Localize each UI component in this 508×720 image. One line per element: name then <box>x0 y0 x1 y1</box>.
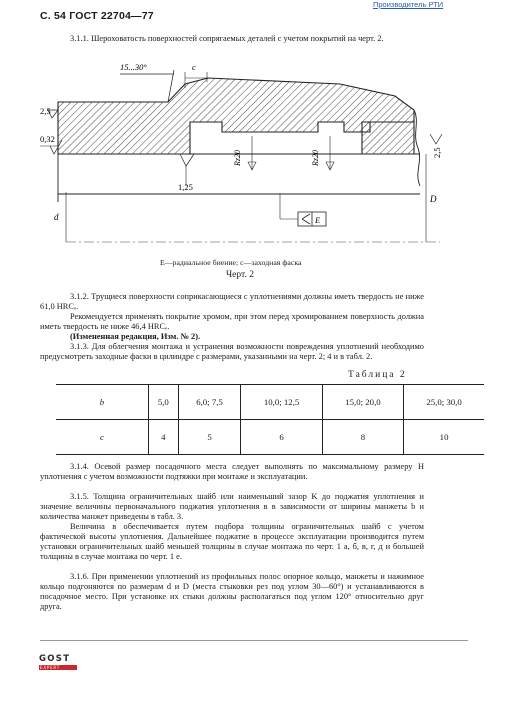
paragraph-3-1-5-cont: Величина в обеспечивается путем подбора толщины ограничительных шайб с учетом фактической высоты уплотнения. Дальнейшее поджатие в процессе эксплуатации производится путем установки ограничительных шайб меньшей толщины в случае монтажа по черт. 1 a, б, в, г, д и большей толщины в случае монтажа по черт. 1 e. <box>40 522 424 561</box>
table-title: Таблица 2 <box>348 370 407 380</box>
amendment-note: (Измененная редакция, Изм. № 2). <box>70 332 201 341</box>
table-cell: 10,0; 12,5 <box>241 385 322 420</box>
angle-label: 15...30° <box>120 62 147 72</box>
paragraph-3-1-2-note: Рекомендуется применять покрытие хромом, при этом перед хромированием поверхность должна иметь твердость не ниже 46,4 HRCₑ. <box>40 312 424 331</box>
table-cell: 6 <box>241 420 322 455</box>
document-page <box>40 0 465 660</box>
paragraph-3-1-2: 3.1.2. Трущиеся поверхности соприкасающиеся с уплотнениями должны иметь твердость не ниже 61,0 HRCₑ. <box>40 292 424 311</box>
roughness-rz20-a: Rz20 <box>233 150 242 166</box>
table-row <box>56 385 484 420</box>
paragraph-3-1-4: 3.1.4. Осевой размер посадочного места следует выполнять по максимальному размеру H уплотнения с учетом возможности подтяжки при монтаже и эксплуатации. <box>40 462 424 481</box>
diameter-d-label: d <box>54 212 59 222</box>
table-cell: 8 <box>322 420 403 455</box>
manufacturer-link[interactable]: Производитель РТИ <box>373 0 444 9</box>
diameter-D-label: D <box>430 194 437 204</box>
table-cell: 5,0 <box>149 385 179 420</box>
footer-divider <box>40 640 468 641</box>
paragraph-3-1-5: 3.1.5. Толщина ограничительных шайб или наименьший зазор K до поджатия уплотнения и значение величины первоначального поджатия уплотнения в в зависимости от ширины манжеты b и количества манжет приведены в табл. 3. <box>40 492 424 521</box>
figure-caption: E—радиальное биение; c—заходная фаска <box>160 258 302 267</box>
paragraph-3-1-3: 3.1.3. Для облегчения монтажа и устранения возможности повреждения уплотнений необходимо предусмотреть заходные фаски в цилиндре с размерами, указанными на черт. 2; 4 и в табл. 2. <box>40 342 424 361</box>
roughness-0-32: 0,32 <box>40 134 55 144</box>
roughness-1-25: 1,25 <box>178 182 193 192</box>
housing-section <box>58 78 414 154</box>
paragraph-3-1-6: 3.1.6. При применении уплотнений из профильных полос опорное кольцо, манжеты и нажимное кольцо подгоняются по размерам d и D (места стыковки рез под углом 30—60°) и устанавливаются в посадочное место. При установке их стыки должны располагаться под углом 120° относительно друг друга. <box>40 572 424 611</box>
table-cell: 15,0; 20,0 <box>322 385 403 420</box>
roughness-2-5-left: 2,5 <box>40 106 51 116</box>
table-row <box>56 420 484 455</box>
gost-expert-logo[interactable]: GOST EXPERT <box>39 655 77 670</box>
runout-E-label: E <box>315 215 321 225</box>
roughness-2-5-right: 2,5 <box>432 147 442 158</box>
roughness-rz20-b: Rz20 <box>311 150 320 166</box>
table-cell: 5 <box>178 420 241 455</box>
table-2 <box>56 384 484 455</box>
page-header: С. 54 ГОСТ 22704—77 <box>40 10 154 22</box>
table-cell: 25,0; 30,0 <box>404 385 484 420</box>
table-cell: 6,0; 7,5 <box>178 385 241 420</box>
row-header-b: b <box>56 385 149 420</box>
paragraph-3-1-1: 3.1.1. Шероховатость поверхностей сопрягаемых деталей с учетом покрытий на черт. 2. <box>70 34 384 43</box>
chamfer-label: c <box>192 62 196 72</box>
row-header-c: c <box>56 420 149 455</box>
table-cell: 4 <box>149 420 179 455</box>
figure-label: Черт. 2 <box>226 270 254 280</box>
cylinder-section <box>362 122 414 154</box>
technical-drawing <box>40 62 470 258</box>
table-cell: 10 <box>404 420 484 455</box>
